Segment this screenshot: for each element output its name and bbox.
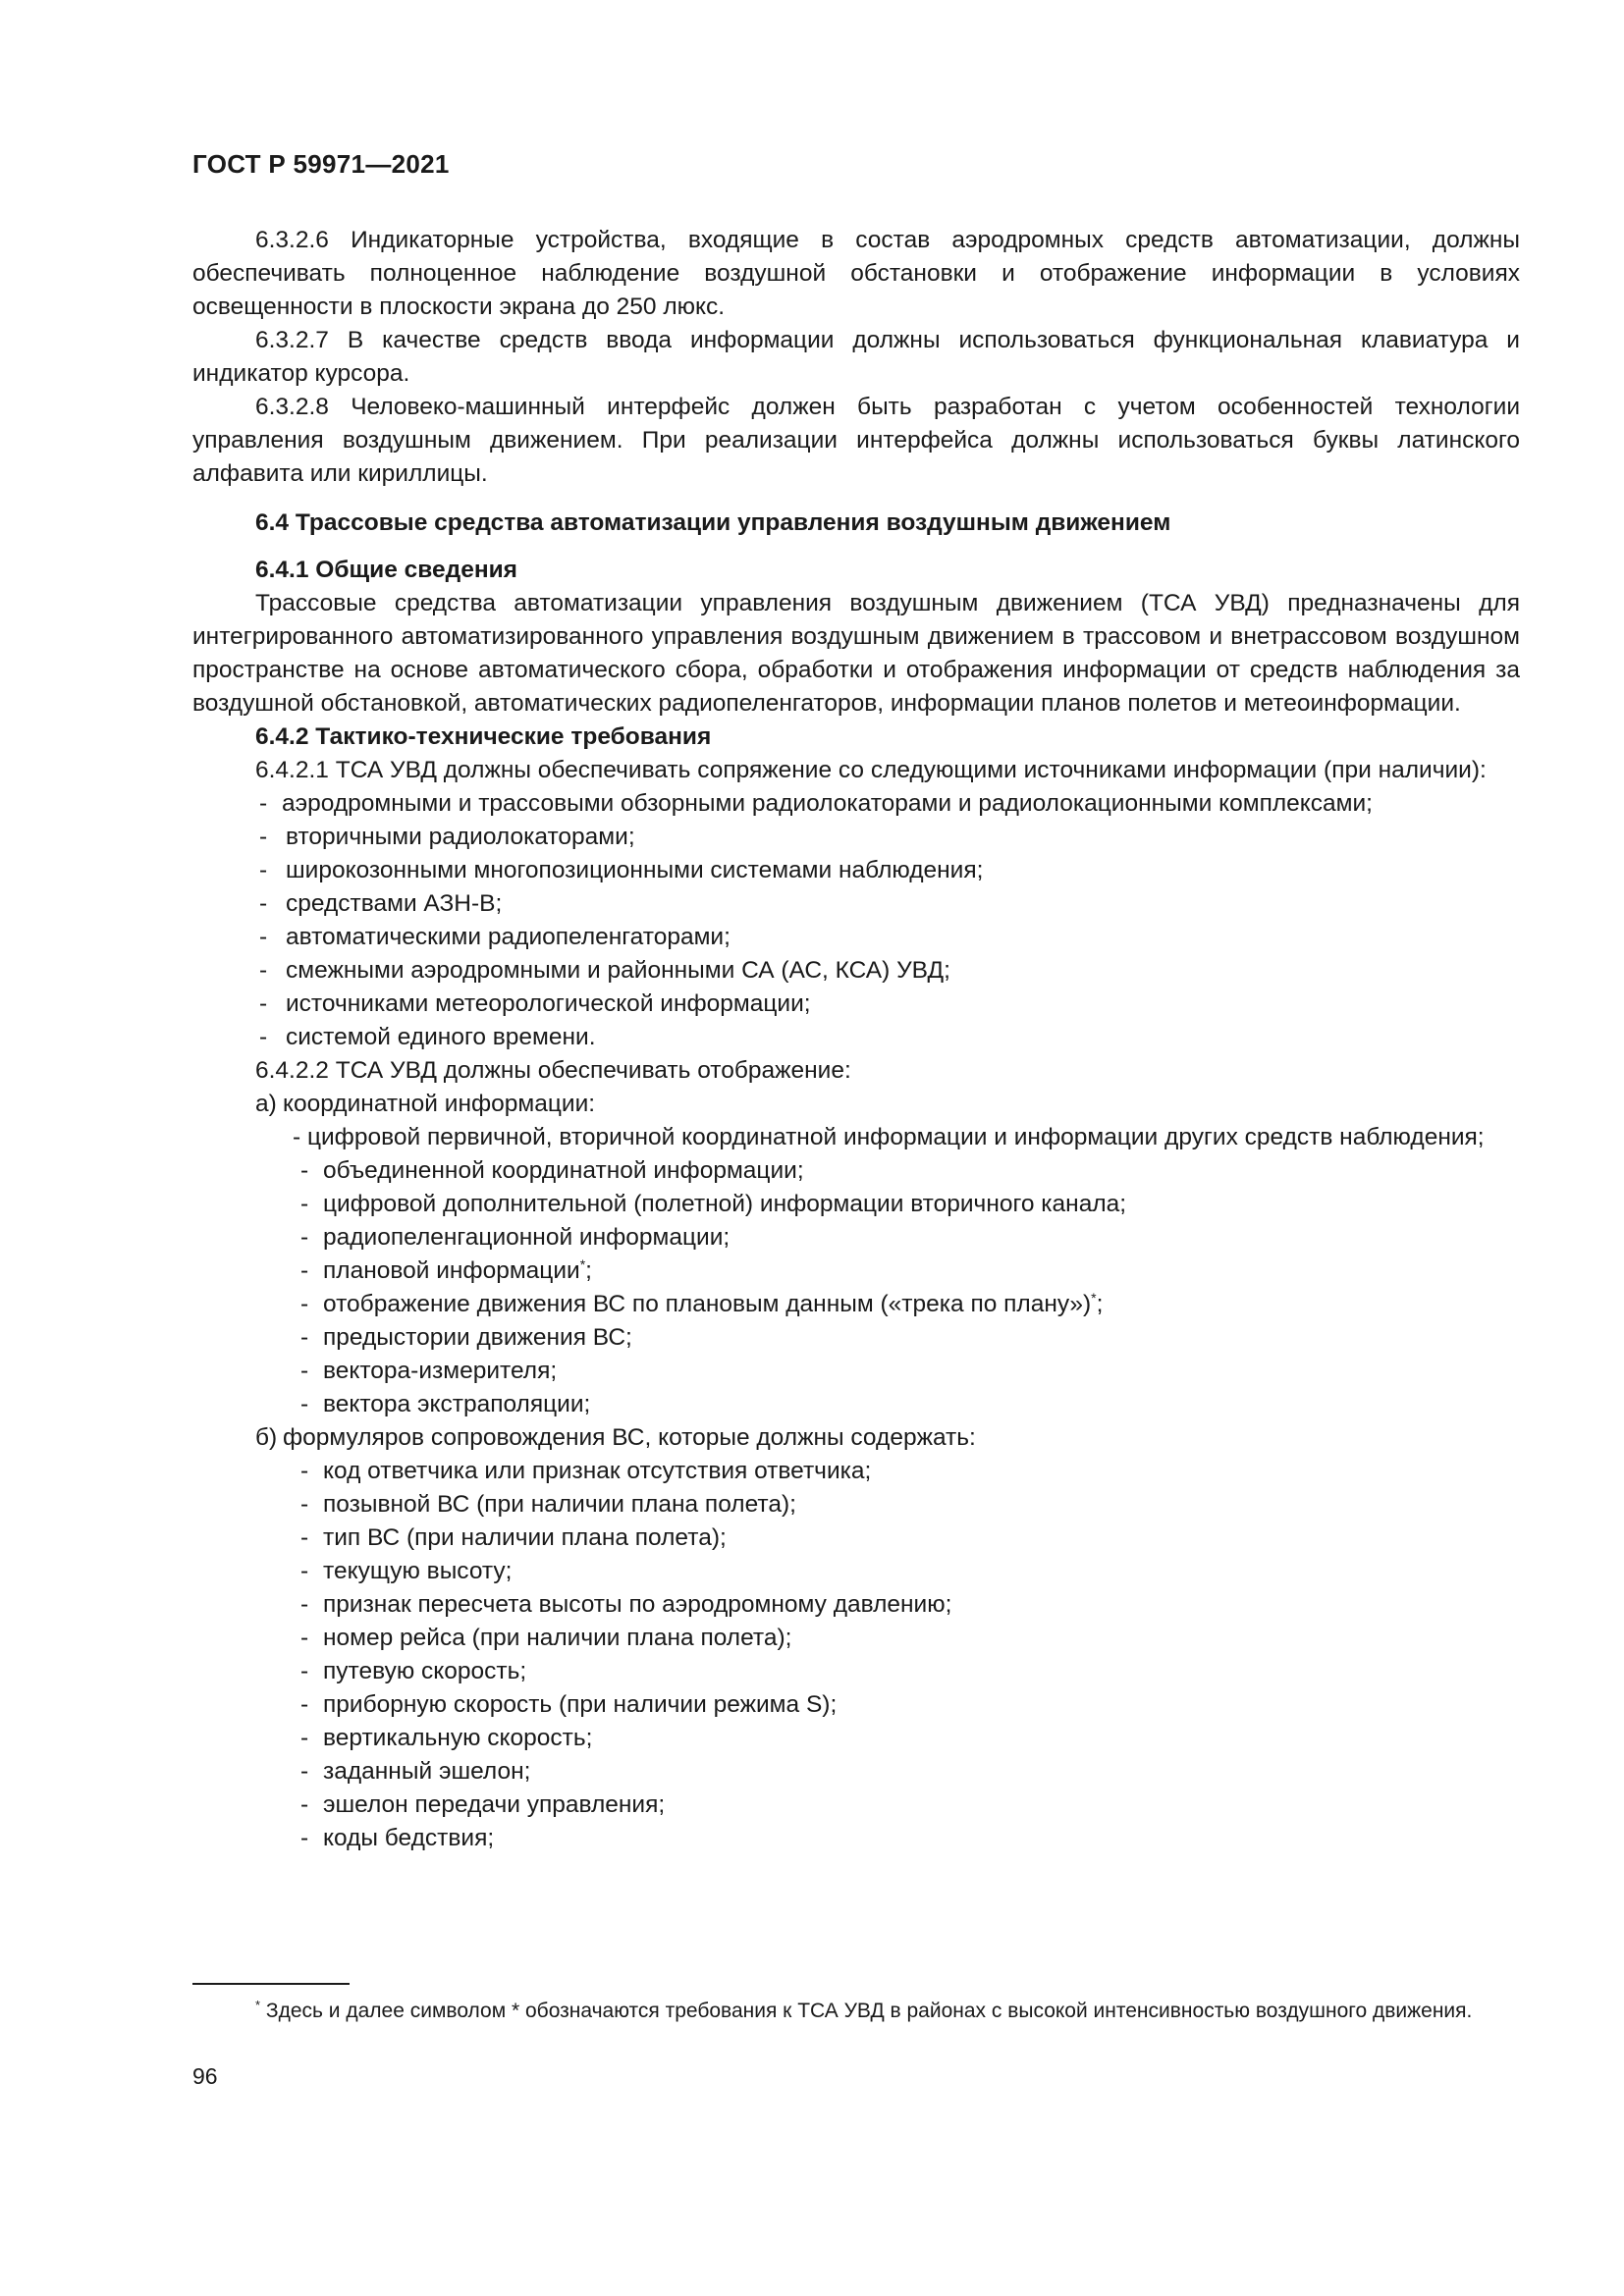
- item-a-lead: - цифровой первичной, вторичной координатной информации и информации других средств наблюдения;: [293, 1124, 1485, 1150]
- section-6-4-1-heading: 6.4.1 Общие сведения: [255, 557, 517, 583]
- page-number: 96: [192, 2063, 218, 2089]
- para-6-3-2-7: 6.3.2.7 В качестве средств ввода информации должны использоваться функциональная клавиатура и индикатор курсора.: [192, 327, 1520, 387]
- item-b: б) формуляров сопровождения ВС, которые должны содержать:: [255, 1424, 976, 1451]
- list-item: - широкозонными многопозиционными системами наблюдения;: [259, 857, 984, 883]
- section-6-4-1-text: Трассовые средства автоматизации управления воздушным движением (ТСА УВД) предназначены для интегрированного автоматизированного управления воздушным движением в трассовом и внетрассовом воздушном пространстве на основе автоматического сбора, обработки и отображения информации от средств наблюдения за воздушной обстановкой, автоматических радиопеленгаторов, информации планов полетов и метеоинформации.: [192, 590, 1520, 717]
- list-item: - плановой информации*;: [300, 1255, 592, 1284]
- list-item: - эшелон передачи управления;: [300, 1791, 666, 1818]
- list-item: - номер рейса (при наличии плана полета);: [300, 1625, 792, 1651]
- list-item: - вектора-измерителя;: [300, 1358, 558, 1384]
- list-item: - приборную скорость (при наличии режима S);: [300, 1691, 838, 1718]
- list-item: - аэродромными и трассовыми обзорными радиолокаторами и радиолокационными комплексами;: [259, 790, 1373, 817]
- footnote-separator: [192, 1983, 350, 1985]
- footnote-mark: *: [255, 1998, 261, 2012]
- list-item: - тип ВС (при наличии плана полета);: [300, 1524, 727, 1551]
- section-6-4-heading: 6.4 Трассовые средства автоматизации управления воздушным движением: [255, 509, 1171, 536]
- list-item: - смежными аэродромными и районными СА (АС, КСА) УВД;: [259, 957, 950, 984]
- list-item: - позывной ВС (при наличии плана полета);: [300, 1491, 796, 1518]
- sources-list: [192, 787, 1520, 1054]
- list-item: - объединенной координатной информации;: [300, 1157, 804, 1184]
- para-6-3-2-8: 6.3.2.8 Человеко-машинный интерфейс должен быть разработан с учетом особенностей технологии управления воздушным движением. При реализации интерфейса должны использоваться буквы латинского алфавита или кириллицы.: [192, 394, 1520, 487]
- list-item: - коды бедствия;: [300, 1825, 495, 1851]
- list-item: - предыстории движения ВС;: [300, 1324, 632, 1351]
- list-item: - цифровой дополнительной (полетной) информации вторичного канала;: [300, 1191, 1127, 1217]
- list-item: - текущую высоту;: [300, 1558, 513, 1584]
- list-item: - вертикальную скорость;: [300, 1725, 593, 1751]
- body-content: [192, 224, 1520, 1855]
- list-item: - путевую скорость;: [300, 1658, 527, 1684]
- item-b-list: [192, 1455, 1520, 1855]
- list-item: - признак пересчета высоты по аэродромному давлению;: [300, 1591, 952, 1618]
- list-item: - вторичными радиолокаторами;: [259, 824, 635, 850]
- document-header: ГОСТ Р 59971—2021: [192, 149, 450, 179]
- para-6-4-2-1: 6.4.2.1 ТСА УВД должны обеспечивать сопряжение со следующими источниками информации (при наличии):: [255, 757, 1487, 783]
- list-item: - заданный эшелон;: [300, 1758, 531, 1785]
- item-a-list: [192, 1154, 1520, 1421]
- para-6-3-2-6: 6.3.2.6 Индикаторные устройства, входящие в состав аэродромных средств автоматизации, должны обеспечивать полноценное наблюдение воздушной обстановки и отображение информации в условиях освещенности в плоскости экрана до 250 люкс.: [192, 227, 1520, 320]
- item-a: а) координатной информации:: [255, 1091, 596, 1117]
- list-item: - код ответчика или признак отсутствия ответчика;: [300, 1458, 872, 1484]
- list-item: - радиопеленгационной информации;: [300, 1224, 731, 1251]
- list-item: - средствами АЗН-В;: [259, 890, 503, 917]
- list-item: - вектора экстраполяции;: [300, 1391, 591, 1417]
- list-item: - отображение движения ВС по плановым данным («трека по плану»)*;: [300, 1289, 1104, 1317]
- list-item: - автоматическими радиопеленгаторами;: [259, 924, 731, 950]
- footnote-ref: *: [579, 1255, 586, 1272]
- footnote: * Здесь и далее символом * обозначаются требования к ТСА УВД в районах с высокой интенсивностью воздушного движения.: [255, 1998, 1473, 2022]
- para-6-4-2-2: 6.4.2.2 ТСА УВД должны обеспечивать отображение:: [255, 1057, 851, 1084]
- section-6-4-2-heading: 6.4.2 Тактико-технические требования: [255, 723, 712, 750]
- footnote-ref: *: [1091, 1289, 1097, 1306]
- list-item: - системой единого времени.: [259, 1024, 596, 1050]
- list-item: - источниками метеорологической информации;: [259, 990, 811, 1017]
